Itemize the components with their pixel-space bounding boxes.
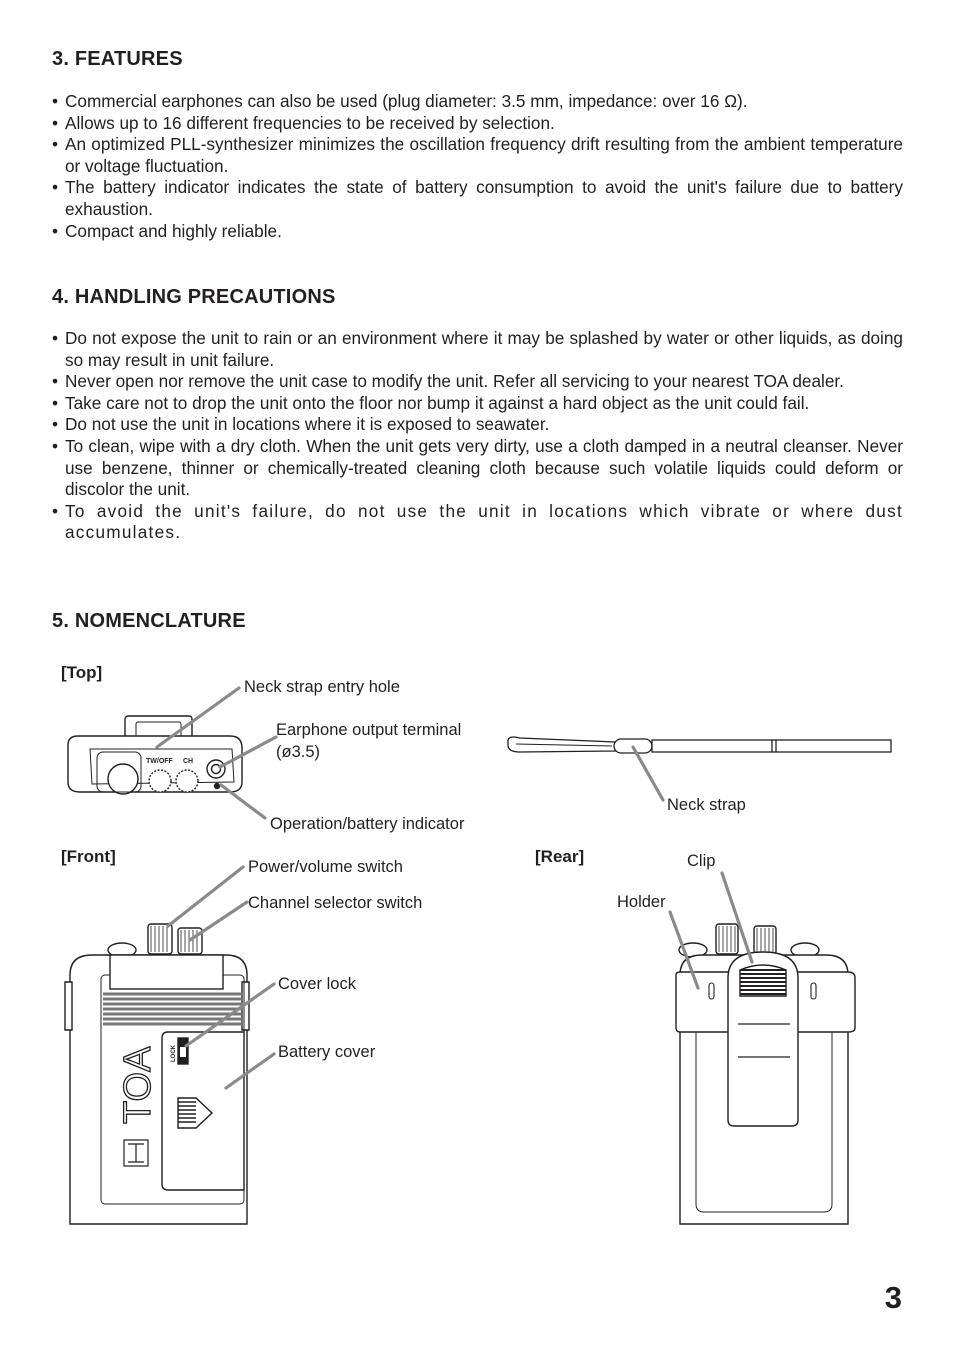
label-clip: Clip [687,852,716,870]
list-item: • Commercial earphones can also be used (plug diameter: 3.5 mm, impedance: over 16 Ω). [52,91,748,111]
front-view-device [65,924,249,1224]
list-item: • Allows up to 16 different frequencies to be received by selection. [52,112,555,133]
list-item: • Never open nor remove the unit case to modify the unit. Refer all servicing to your nearest TOA dealer. [52,371,844,392]
lock-mark: LOCK [171,1045,177,1062]
list-item: • The battery indicator indicates the state of battery consumption to avoid the unit's failure due to battery exhaustion. [52,177,903,219]
label-neck-strap: Neck strap [667,796,746,814]
features-heading: 3. FEATURES [52,48,183,70]
knob-mark-power: TW/OFF [146,758,173,765]
rear-view-label: [Rear] [535,847,585,866]
list-item: • Do not use the unit in locations where it is exposed to seawater. [52,414,550,435]
list-item: • To clean, wipe with a dry cloth. When the unit gets very dirty, use a cloth damped in a neutral cleanser. Never use benzene, thinner or chemically-treated cleaning cloth because such volatile liquids could deform or discolor the unit. [52,435,903,500]
list-item: • Take care not to drop the unit onto the floor nor bump it against a hard object as the unit could fail. [52,392,810,413]
rear-view-device [676,924,855,1224]
neck-strap-drawing [508,737,891,753]
label-earphone-terminal: Earphone output terminal [276,721,462,739]
precautions-heading: 4. HANDLING PRECAUTIONS [52,286,336,308]
list-item: • To avoid the unit's failure, do not use the unit in locations which vibrate or where dust accumulates. [52,500,903,543]
top-view-device [68,716,242,794]
page-number: 3 [884,1280,902,1315]
front-view-label: [Front] [61,847,116,866]
knob-mark-channel: CH [183,758,194,765]
label-channel-selector: Channel selector switch [248,894,423,912]
list-item: • Compact and highly reliable. [52,220,282,241]
list-item: • An optimized PLL-synthesizer minimizes the oscillation frequency drift resulting from the ambient temperature or voltage fluctuation. [52,134,903,176]
list-item: • Do not expose the unit to rain or an environment where it may be splashed by water or other liquids, as doing so may result in unit failure. [52,328,903,370]
label-earphone-terminal-size: (ø3.5) [276,743,321,761]
label-power-volume: Power/volume switch [248,858,403,876]
label-battery-cover: Battery cover [278,1043,376,1061]
label-cover-lock: Cover lock [278,975,356,993]
brand-logo: TOA [117,1046,159,1124]
label-neck-strap-hole: Neck strap entry hole [244,678,400,696]
label-indicator: Operation/battery indicator [270,815,465,833]
top-view-label: [Top] [61,663,103,682]
nomenclature-heading: 5. NOMENCLATURE [52,610,246,632]
label-holder: Holder [617,893,666,911]
